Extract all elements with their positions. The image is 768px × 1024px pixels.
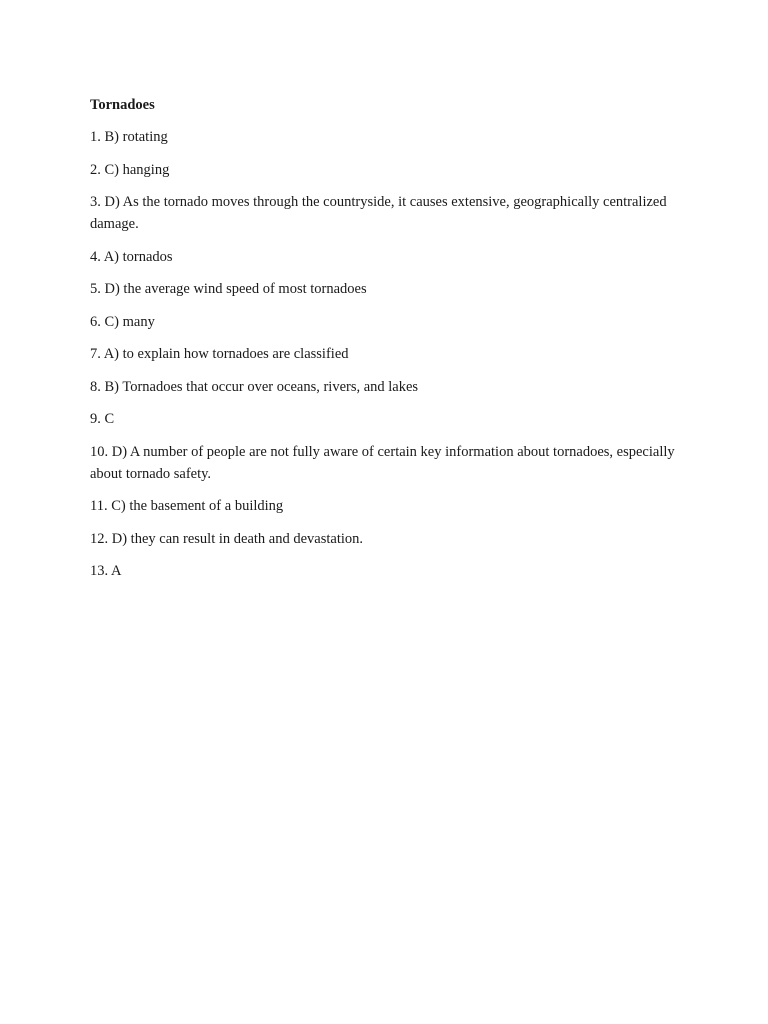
answer-item-10: 10. D) A number of people are not fully aware of certain key information about tornadoes, especially about tornado safety. <box>90 443 675 482</box>
answer-list <box>90 126 680 582</box>
answer-item-7: 7. A) to explain how tornadoes are classified <box>90 346 349 362</box>
answer-item-1: 1. B) rotating <box>90 129 168 145</box>
answer-item-11: 11. C) the basement of a building <box>90 498 284 514</box>
answer-item-5: 5. D) the average wind speed of most tornadoes <box>90 281 367 297</box>
answer-item-6: 6. C) many <box>90 313 155 330</box>
answer-item-2: 2. C) hanging <box>90 161 170 178</box>
answer-item-12: 12. D) they can result in death and devastation. <box>90 530 364 547</box>
answer-item-9: 9. C <box>90 411 115 427</box>
answer-item-8: 8. B) Tornadoes that occur over oceans, rivers, and lakes <box>90 378 419 395</box>
document-body <box>90 94 680 593</box>
answer-item-4: 4. A) tornados <box>90 248 173 265</box>
document-title: Tornadoes <box>90 97 155 113</box>
answer-item-3: 3. D) As the tornado moves through the countryside, it causes extensive, geographically centralized damage. <box>90 194 667 232</box>
answer-item-13: 13. A <box>90 563 122 579</box>
